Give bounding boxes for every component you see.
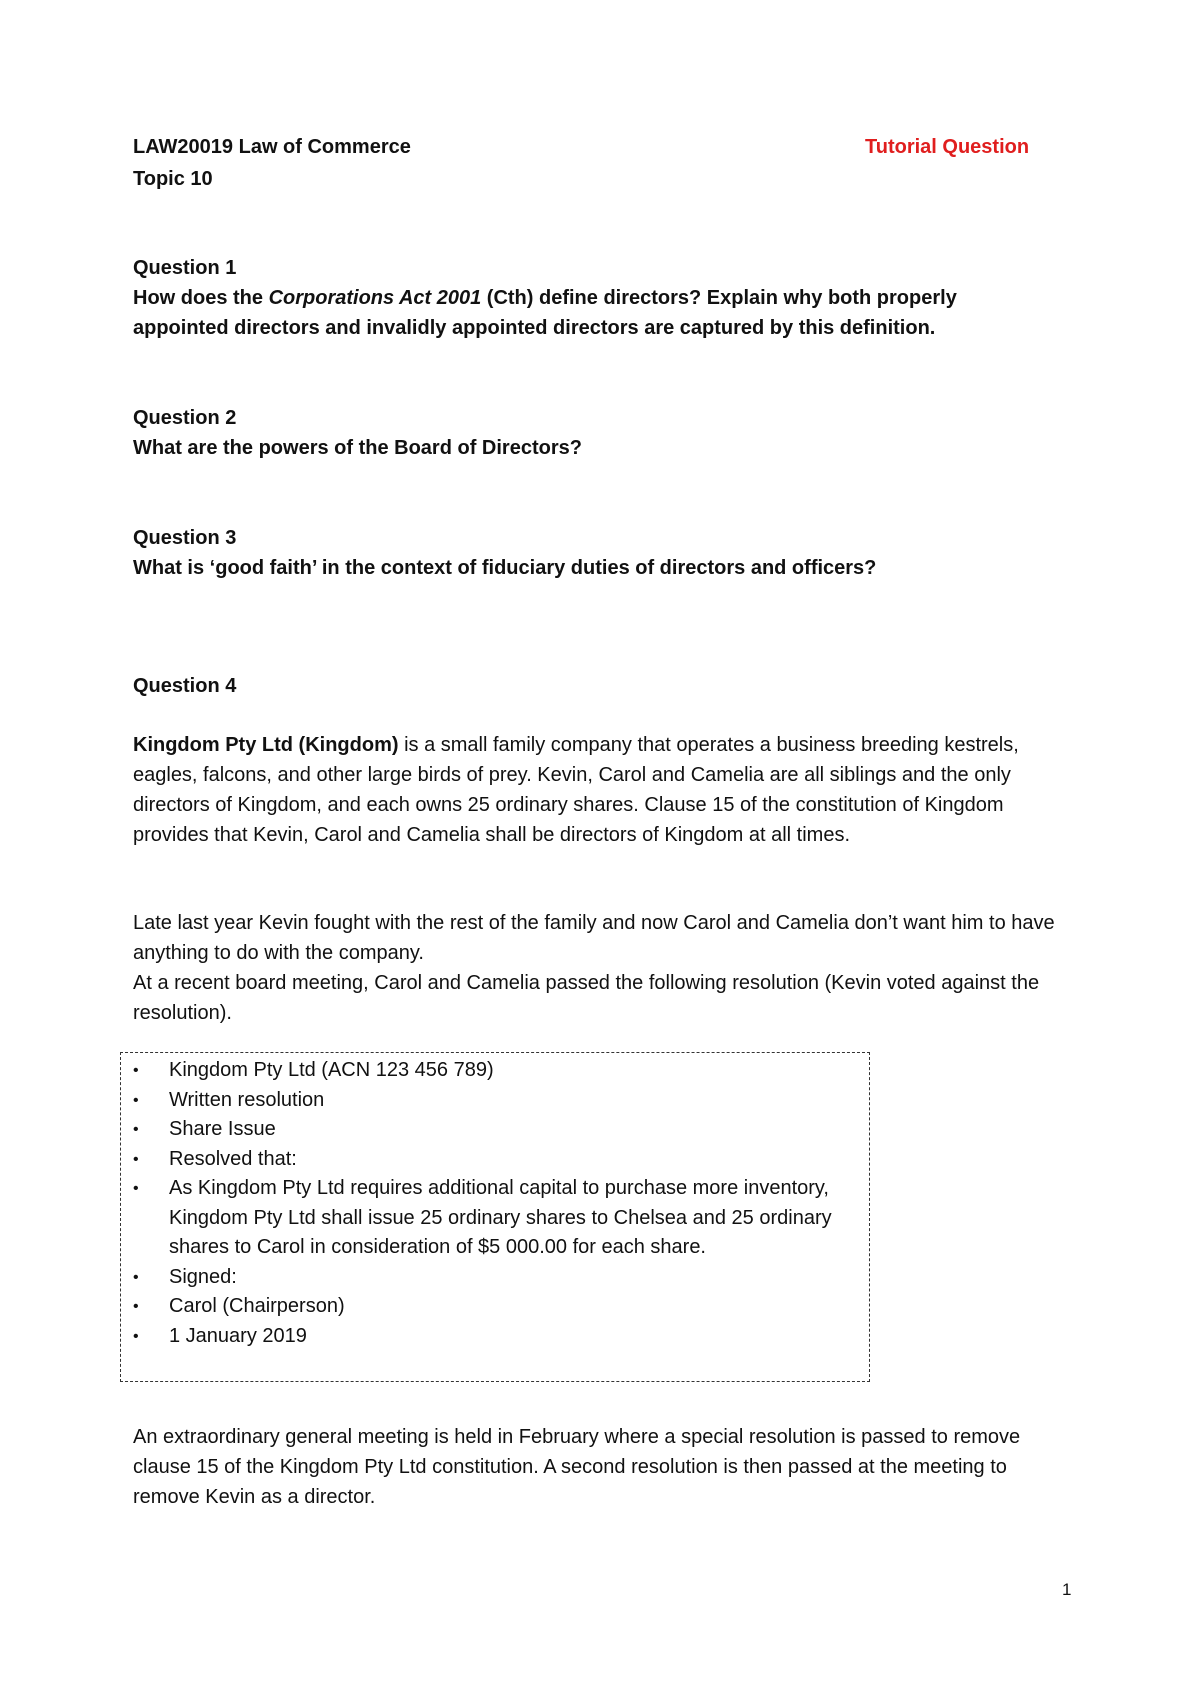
question-4-paragraph-4: An extraordinary general meeting is held in February where a special resolution is passed to remove clause 15 of the Kingdom Pty Ltd constitution. A second resolution is then passed at the meeting to remove Kevin as a director. <box>133 1426 1021 1508</box>
question-4-paragraph-3: At a recent board meeting, Carol and Camelia passed the following resolution (Kevin voted against the resolution). <box>133 972 1040 1024</box>
topic-label: Topic 10 <box>133 168 213 190</box>
question-1-text-suffix: (Cth) define directors? Explain why both properly <box>481 287 957 309</box>
course-title: LAW20019 Law of Commerce <box>133 136 411 158</box>
bullet-icon: • <box>133 1180 139 1197</box>
question-1-heading: Question 1 <box>133 257 237 279</box>
question-2-text: What are the powers of the Board of Directors? <box>133 437 582 459</box>
question-4-paragraph-2: Late last year Kevin fought with the rest of the family and now Carol and Camelia don’t want him to have anything to do with the company. <box>133 912 1055 964</box>
resolution-item: • Written resolution <box>121 1086 861 1116</box>
resolution-item: • Signed: <box>121 1263 861 1293</box>
question-3-text: What is ‘good faith’ in the context of fiduciary duties of directors and officers? <box>133 557 877 579</box>
question-1-text-line-1 <box>133 283 957 313</box>
resolution-item: • Carol (Chairperson) <box>121 1292 861 1322</box>
question-4-paragraph-1 <box>133 730 1063 850</box>
question-1-text-prefix: How does the <box>133 287 269 309</box>
page-number: 1 <box>1062 1580 1072 1599</box>
bullet-icon: • <box>133 1121 139 1138</box>
question-2-heading: Question 2 <box>133 407 237 429</box>
resolution-list <box>121 1056 861 1351</box>
bullet-icon: • <box>133 1268 139 1286</box>
bullet-icon: • <box>133 1150 139 1168</box>
question-4-paragraph-1-rest: is a small family company that operates a business breeding kestrels, eagles, falcons, and other large birds of prey. Kevin, Carol and Camelia are all siblings and the only directors of Kingdom, and each owns 25 ordinary shares. Clause 15 of the constitution of Kingdom provides that Kevin, Carol and Camelia shall be directors of Kingdom at all times. <box>133 734 1019 846</box>
bullet-icon: • <box>133 1298 139 1315</box>
question-1-text-line-2: appointed directors and invalidly appointed directors are captured by this definition. <box>133 317 936 339</box>
question-4-heading: Question 4 <box>133 675 237 697</box>
resolution-item: • As Kingdom Pty Ltd requires additional capital to purchase more inventory, Kingdom Pty Ltd shall issue 25 ordinary shares to Chelsea and 25 ordinary shares to Carol in consideration of $5 000.00 for each share. <box>121 1174 861 1263</box>
resolution-item: • Share Issue <box>121 1115 861 1145</box>
bullet-icon: • <box>133 1062 139 1079</box>
bullet-icon: • <box>133 1091 139 1109</box>
tutorial-label: Tutorial Question <box>865 136 1030 158</box>
resolution-item: • 1 January 2019 <box>121 1322 861 1352</box>
act-name: Corporations Act 2001 <box>268 287 482 309</box>
resolution-item: • Resolved that: <box>121 1145 861 1175</box>
resolution-box <box>120 1052 870 1382</box>
bullet-icon: • <box>133 1327 139 1345</box>
resolution-item: • Kingdom Pty Ltd (ACN 123 456 789) <box>121 1056 861 1086</box>
question-3-heading: Question 3 <box>133 527 237 549</box>
company-name: Kingdom Pty Ltd (Kingdom) <box>133 734 399 756</box>
